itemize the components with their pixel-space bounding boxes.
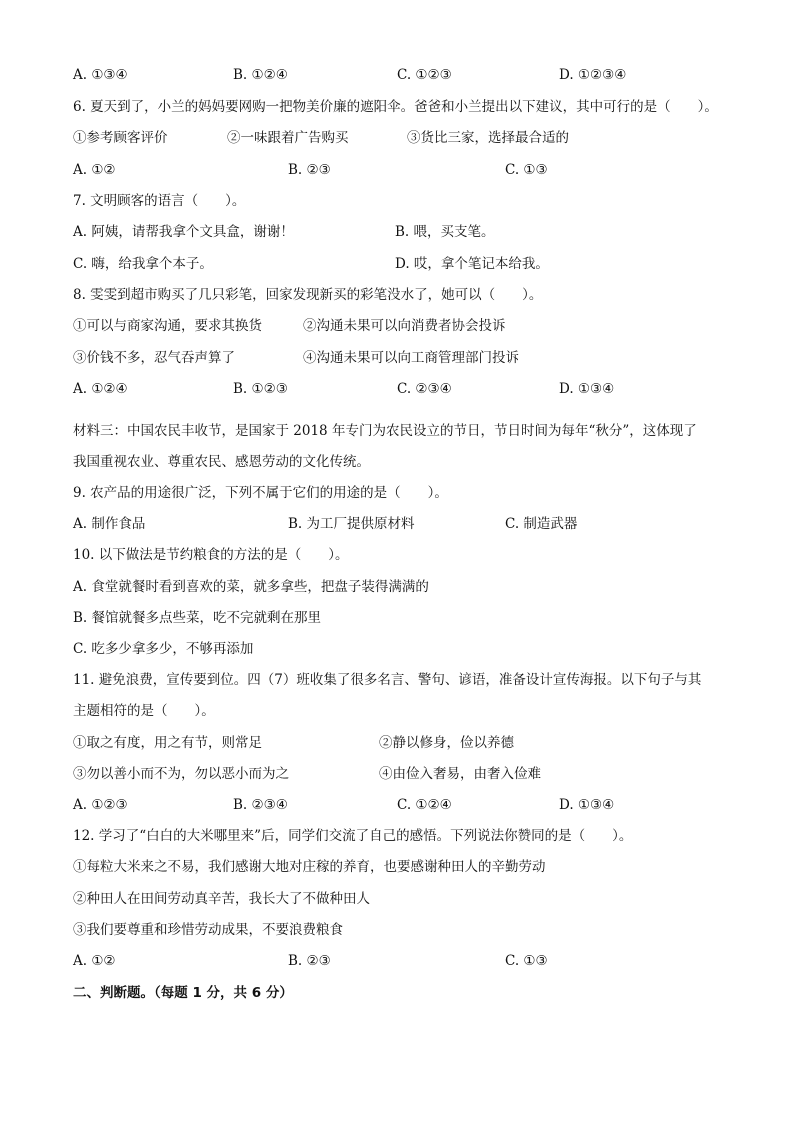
option-c: C. ②③④: [397, 381, 452, 397]
q9-stem: 9. 农产品的用途很广泛，下列不属于它们的用途的是（ ）。: [73, 485, 448, 501]
q10-option-a: A. 食堂就餐时看到喜欢的菜，就多拿些，把盘子装得满满的: [73, 579, 429, 595]
material-3-line-1: 材料三：中国农民丰收节，是国家于 2018 年专门为农民设立的节日，节日时间为每年“秋分”，这体现了: [73, 423, 697, 439]
option-a: A. ①②③: [73, 797, 128, 813]
option-a: A. ①③④: [73, 67, 128, 83]
q8-item-3: ③价钱不多，忍气吞声算了: [73, 350, 235, 366]
option-a: A. ①②: [73, 162, 116, 178]
option-b: B. ①②④: [233, 67, 288, 83]
section-2-title: 二、判断题。（每题 1 分，共 6 分）: [73, 985, 293, 1001]
q12-options: [73, 952, 733, 970]
q11-row2: [73, 765, 733, 783]
q7-row1: [73, 223, 733, 241]
option-a: A. 制作食品: [73, 516, 146, 532]
q6-stem: 6. 夏天到了，小兰的妈妈要网购一把物美价廉的遮阳伞。爸爸和小兰提出以下建议，其中可行的是（ ）。: [73, 99, 718, 115]
option-a: A. 阿姨，请帮我拿个文具盒，谢谢！: [73, 224, 294, 240]
q10-stem: 10. 以下做法是节约粮食的方法的是（ ）。: [73, 547, 349, 563]
option-b: B. ①②③: [233, 381, 288, 397]
q12-stem: 12. 学习了“白白的大米哪里来”后，同学们交流了自己的感悟。下列说法你赞同的是（ ）。: [73, 828, 633, 844]
option-c: C. ①②④: [397, 797, 452, 813]
q5-options: [73, 66, 733, 84]
q11-item-1: ①取之有度，用之有节，则常足: [73, 735, 262, 751]
q7-row2: [73, 255, 733, 273]
q8-item-4: ④沟通未果可以向工商管理部门投诉: [303, 350, 519, 366]
option-a: A. ①②④: [73, 381, 128, 397]
option-d: D. ①③④: [559, 381, 615, 397]
q11-item-2: ②静以修身，俭以养德: [379, 735, 514, 751]
option-d: D. 哎，拿个笔记本给我。: [395, 256, 549, 272]
q8-item-2: ②沟通未果可以向消费者协会投诉: [303, 318, 506, 334]
option-d: D. ①③④: [559, 797, 615, 813]
option-a: A. ①②: [73, 953, 116, 969]
option-c: C. ①②③: [397, 67, 452, 83]
option-c: C. ①③: [505, 162, 548, 178]
q8-item-1: ①可以与商家沟通，要求其换货: [73, 318, 262, 334]
q11-stem-line-2: 主题相符的是（ ）。: [73, 703, 215, 719]
q11-item-3: ③勿以善小而不为，勿以恶小而为之: [73, 766, 289, 782]
q12-item-2: ②种田人在田间劳动真辛苦，我长大了不做种田人: [73, 891, 370, 907]
option-d: D. ①②③④: [559, 67, 627, 83]
q7-stem: 7. 文明顾客的语言（ ）。: [73, 193, 246, 209]
option-c: C. ①③: [505, 953, 548, 969]
q6-options: [73, 161, 733, 179]
q8-row2: [73, 349, 733, 367]
material-3-line-2: 我国重视农业、尊重农民、感恩劳动的文化传统。: [73, 454, 370, 470]
q8-row1: [73, 317, 733, 335]
q6-item-1: ①参考顾客评价: [73, 130, 168, 146]
option-b: B. ②③④: [233, 797, 288, 813]
q11-row1: [73, 734, 733, 752]
option-b: B. 喂，买支笔。: [395, 224, 495, 240]
option-b: B. ②③: [288, 162, 331, 178]
q8-stem: 8. 雯雯到超市购买了几只彩笔，回家发现新买的彩笔没水了，她可以（ ）。: [73, 287, 543, 303]
q12-item-1: ①每粒大米来之不易，我们感谢大地对庄稼的养育，也要感谢种田人的辛勤劳动: [73, 859, 546, 875]
option-c: C. 制造武器: [505, 516, 578, 532]
q11-options: [73, 796, 733, 814]
q8-options: [73, 380, 733, 398]
q9-options: [73, 515, 733, 533]
q11-item-4: ④由俭入奢易，由奢入俭难: [379, 766, 541, 782]
q6-items: [73, 129, 733, 147]
option-b: B. ②③: [288, 953, 331, 969]
q10-option-b: B. 餐馆就餐多点些菜，吃不完就剩在那里: [73, 610, 322, 626]
q6-item-3: ③货比三家，选择最合适的: [407, 130, 569, 146]
q10-option-c: C. 吃多少拿多少，不够再添加: [73, 641, 254, 657]
q6-item-2: ②一味跟着广告购买: [227, 130, 349, 146]
q11-stem-line-1: 11. 避免浪费，宣传要到位。四（7）班收集了很多名言、警句、谚语，准备设计宣传海报。以下句子与其: [73, 672, 702, 688]
option-b: B. 为工厂提供原材料: [288, 516, 415, 532]
option-c: C. 嗨，给我拿个本子。: [73, 256, 213, 272]
q12-item-3: ③我们要尊重和珍惜劳动成果，不要浪费粮食: [73, 922, 343, 938]
